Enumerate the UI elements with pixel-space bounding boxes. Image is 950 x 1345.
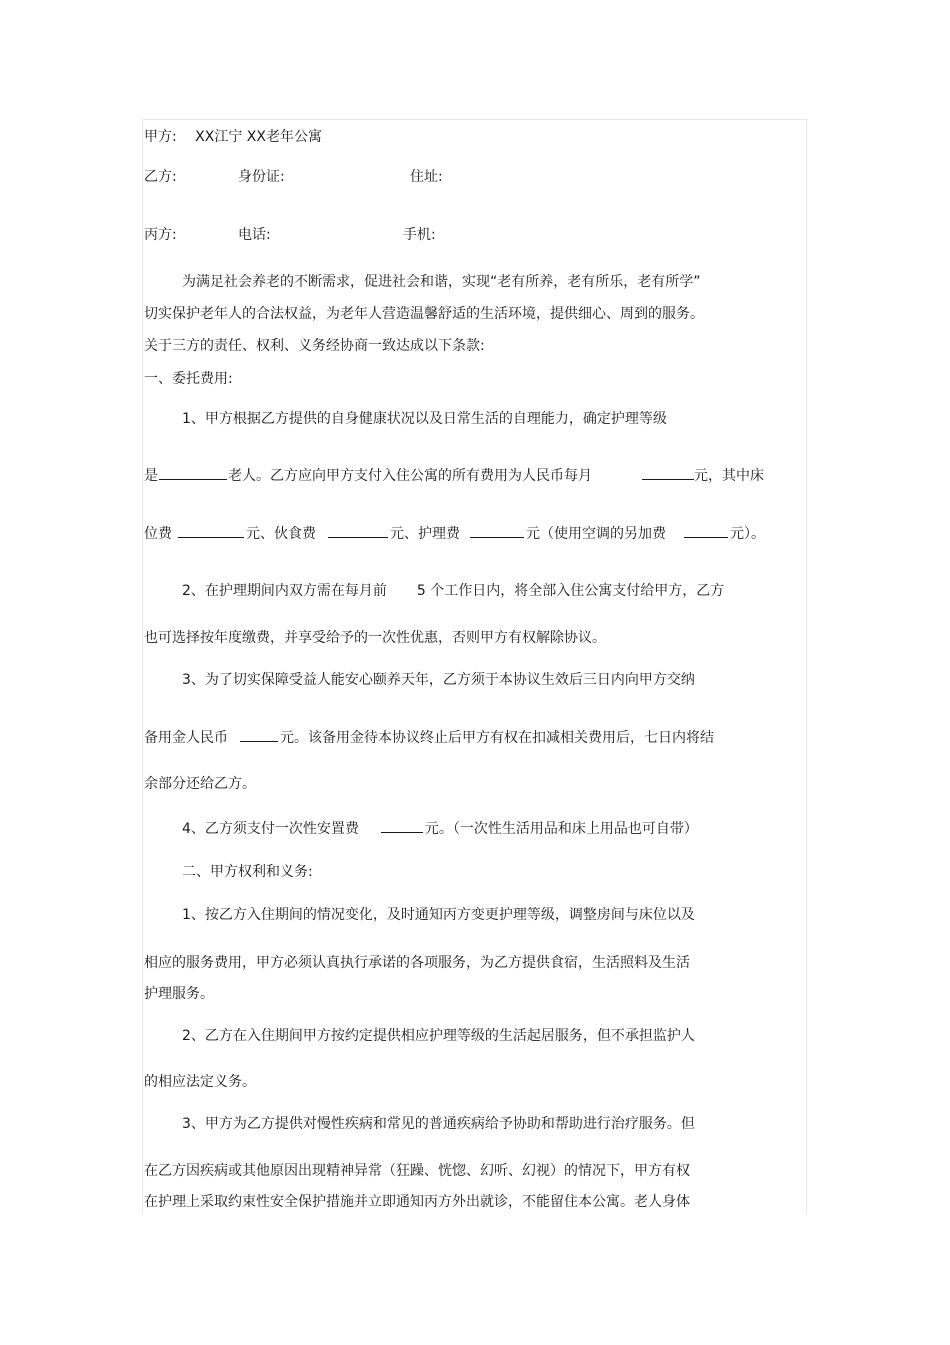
nursing-level-blank xyxy=(159,465,227,480)
s1-item4-a: 4、乙方须支付一次性安置费 xyxy=(182,821,359,837)
party-a-label: 甲方: xyxy=(144,129,177,145)
s1-item1-line2-a: 是 xyxy=(144,468,158,484)
s1-item3-line1: 3、为了切实保障受益人能安心颐养天年，乙方须于本协议生效后三日内向甲方交纳 xyxy=(182,672,695,688)
s1-item1-line2 xyxy=(144,465,764,485)
intro-line-3: 关于三方的责任、权利、义务经协商一致达成以下条款: xyxy=(144,338,485,354)
s1-item2-line2: 也可选择按年度缴费，并享受给予的一次性优惠，否则甲方有权解除协议。 xyxy=(144,630,606,646)
s2-item1-line3: 护理服务。 xyxy=(144,986,214,1002)
party-b-address-label: 住址: xyxy=(410,169,443,185)
s1-item3-line2-a: 备用金人民币 xyxy=(144,730,228,746)
party-b-label: 乙方: xyxy=(144,169,177,185)
s1-item4-b: 元。（一次性生活用品和床上用品也可自带） xyxy=(424,821,698,837)
s1-item3-line2-b: 元。该备用金待本协议终止后甲方有权在扣减相关费用后，七日内将结 xyxy=(280,730,714,746)
s1-item1-line3 xyxy=(144,523,765,543)
intro-line-1: 为满足社会养老的不断需求，促进社会和谐，实现“老有所养，老有所乐，老有所学” xyxy=(182,274,701,290)
meal-fee-blank xyxy=(328,523,388,538)
ac-fee-blank xyxy=(684,523,728,538)
care-fee-blank xyxy=(470,523,524,538)
s1-item1-line3-c: 元、护理费 xyxy=(390,526,460,542)
s2-item1-line2: 相应的服务费用，甲方必须认真执行承诺的各项服务，为乙方提供食宿，生活照料及生活 xyxy=(144,955,690,971)
s1-item1-line3-a: 位费 xyxy=(144,526,172,542)
s2-item3-line3: 在护理上采取约束性安全保护措施并立即通知丙方外出就诊，不能留住本公寓。老人身体 xyxy=(144,1194,690,1210)
s1-item1-line3-d: 元（使用空调的另加费 xyxy=(526,526,666,542)
s2-item2-line1: 2、乙方在入住期间甲方按约定提供相应护理等级的生活起居服务，但不承担监护人 xyxy=(182,1028,695,1044)
s1-item1-line2-c: 元，其中床 xyxy=(694,468,764,484)
party-a-name: XX江宁 XX老年公寓 xyxy=(195,129,322,145)
party-c-label: 丙方: xyxy=(144,227,177,243)
s1-item1-line3-e: 元）。 xyxy=(730,526,765,542)
s2-item1-line1: 1、按乙方入住期间的情况变化，及时通知丙方变更护理等级，调整房间与床位以及 xyxy=(182,907,695,923)
s1-item1-line3-b: 元、伙食费 xyxy=(246,526,316,542)
s2-item2-line2: 的相应法定义务。 xyxy=(144,1074,256,1090)
party-a-row xyxy=(144,128,322,146)
s2-item3-line2: 在乙方因疾病或其他原因出现精神异常（狂躁、恍惚、幻听、幻视）的情况下，甲方有权 xyxy=(144,1163,690,1179)
s1-item2-line1 xyxy=(182,582,724,600)
bed-fee-blank xyxy=(178,523,244,538)
s1-item2-line1-b: 5 个工作日内，将全部入住公寓支付给甲方，乙方 xyxy=(416,583,725,599)
s2-item3-line1: 3、甲方为乙方提供对慢性疾病和常见的普通疾病给予协助和帮助进行治疗服务。但 xyxy=(182,1116,695,1132)
reserve-fund-blank xyxy=(240,727,278,742)
s1-item4 xyxy=(182,818,698,838)
party-b-id-label: 身份证: xyxy=(238,169,285,185)
party-c-mobile-label: 手机: xyxy=(403,227,436,243)
section-1-title: 一、委托费用: xyxy=(144,371,233,387)
party-c-phone-label: 电话: xyxy=(238,227,271,243)
s1-item1-line2-b: 老人。乙方应向甲方支付入住公寓的所有费用为人民币每月 xyxy=(228,468,592,484)
intro-line-2: 切实保护老年人的合法权益，为老年人营造温馨舒适的生活环境，提供细心、周到的服务。 xyxy=(144,306,704,322)
s1-item1-line1: 1、甲方根据乙方提供的自身健康状况以及日常生活的自理能力，确定护理等级 xyxy=(182,411,667,427)
placement-fee-blank xyxy=(381,818,423,833)
s1-item2-line1-a: 2、在护理期间内双方需在每月前 xyxy=(182,583,387,599)
section-2-title: 二、甲方权利和义务: xyxy=(182,864,313,880)
s1-item3-line3: 余部分还给乙方。 xyxy=(144,776,256,792)
s1-item3-line2 xyxy=(144,727,714,747)
monthly-fee-blank xyxy=(642,465,694,480)
